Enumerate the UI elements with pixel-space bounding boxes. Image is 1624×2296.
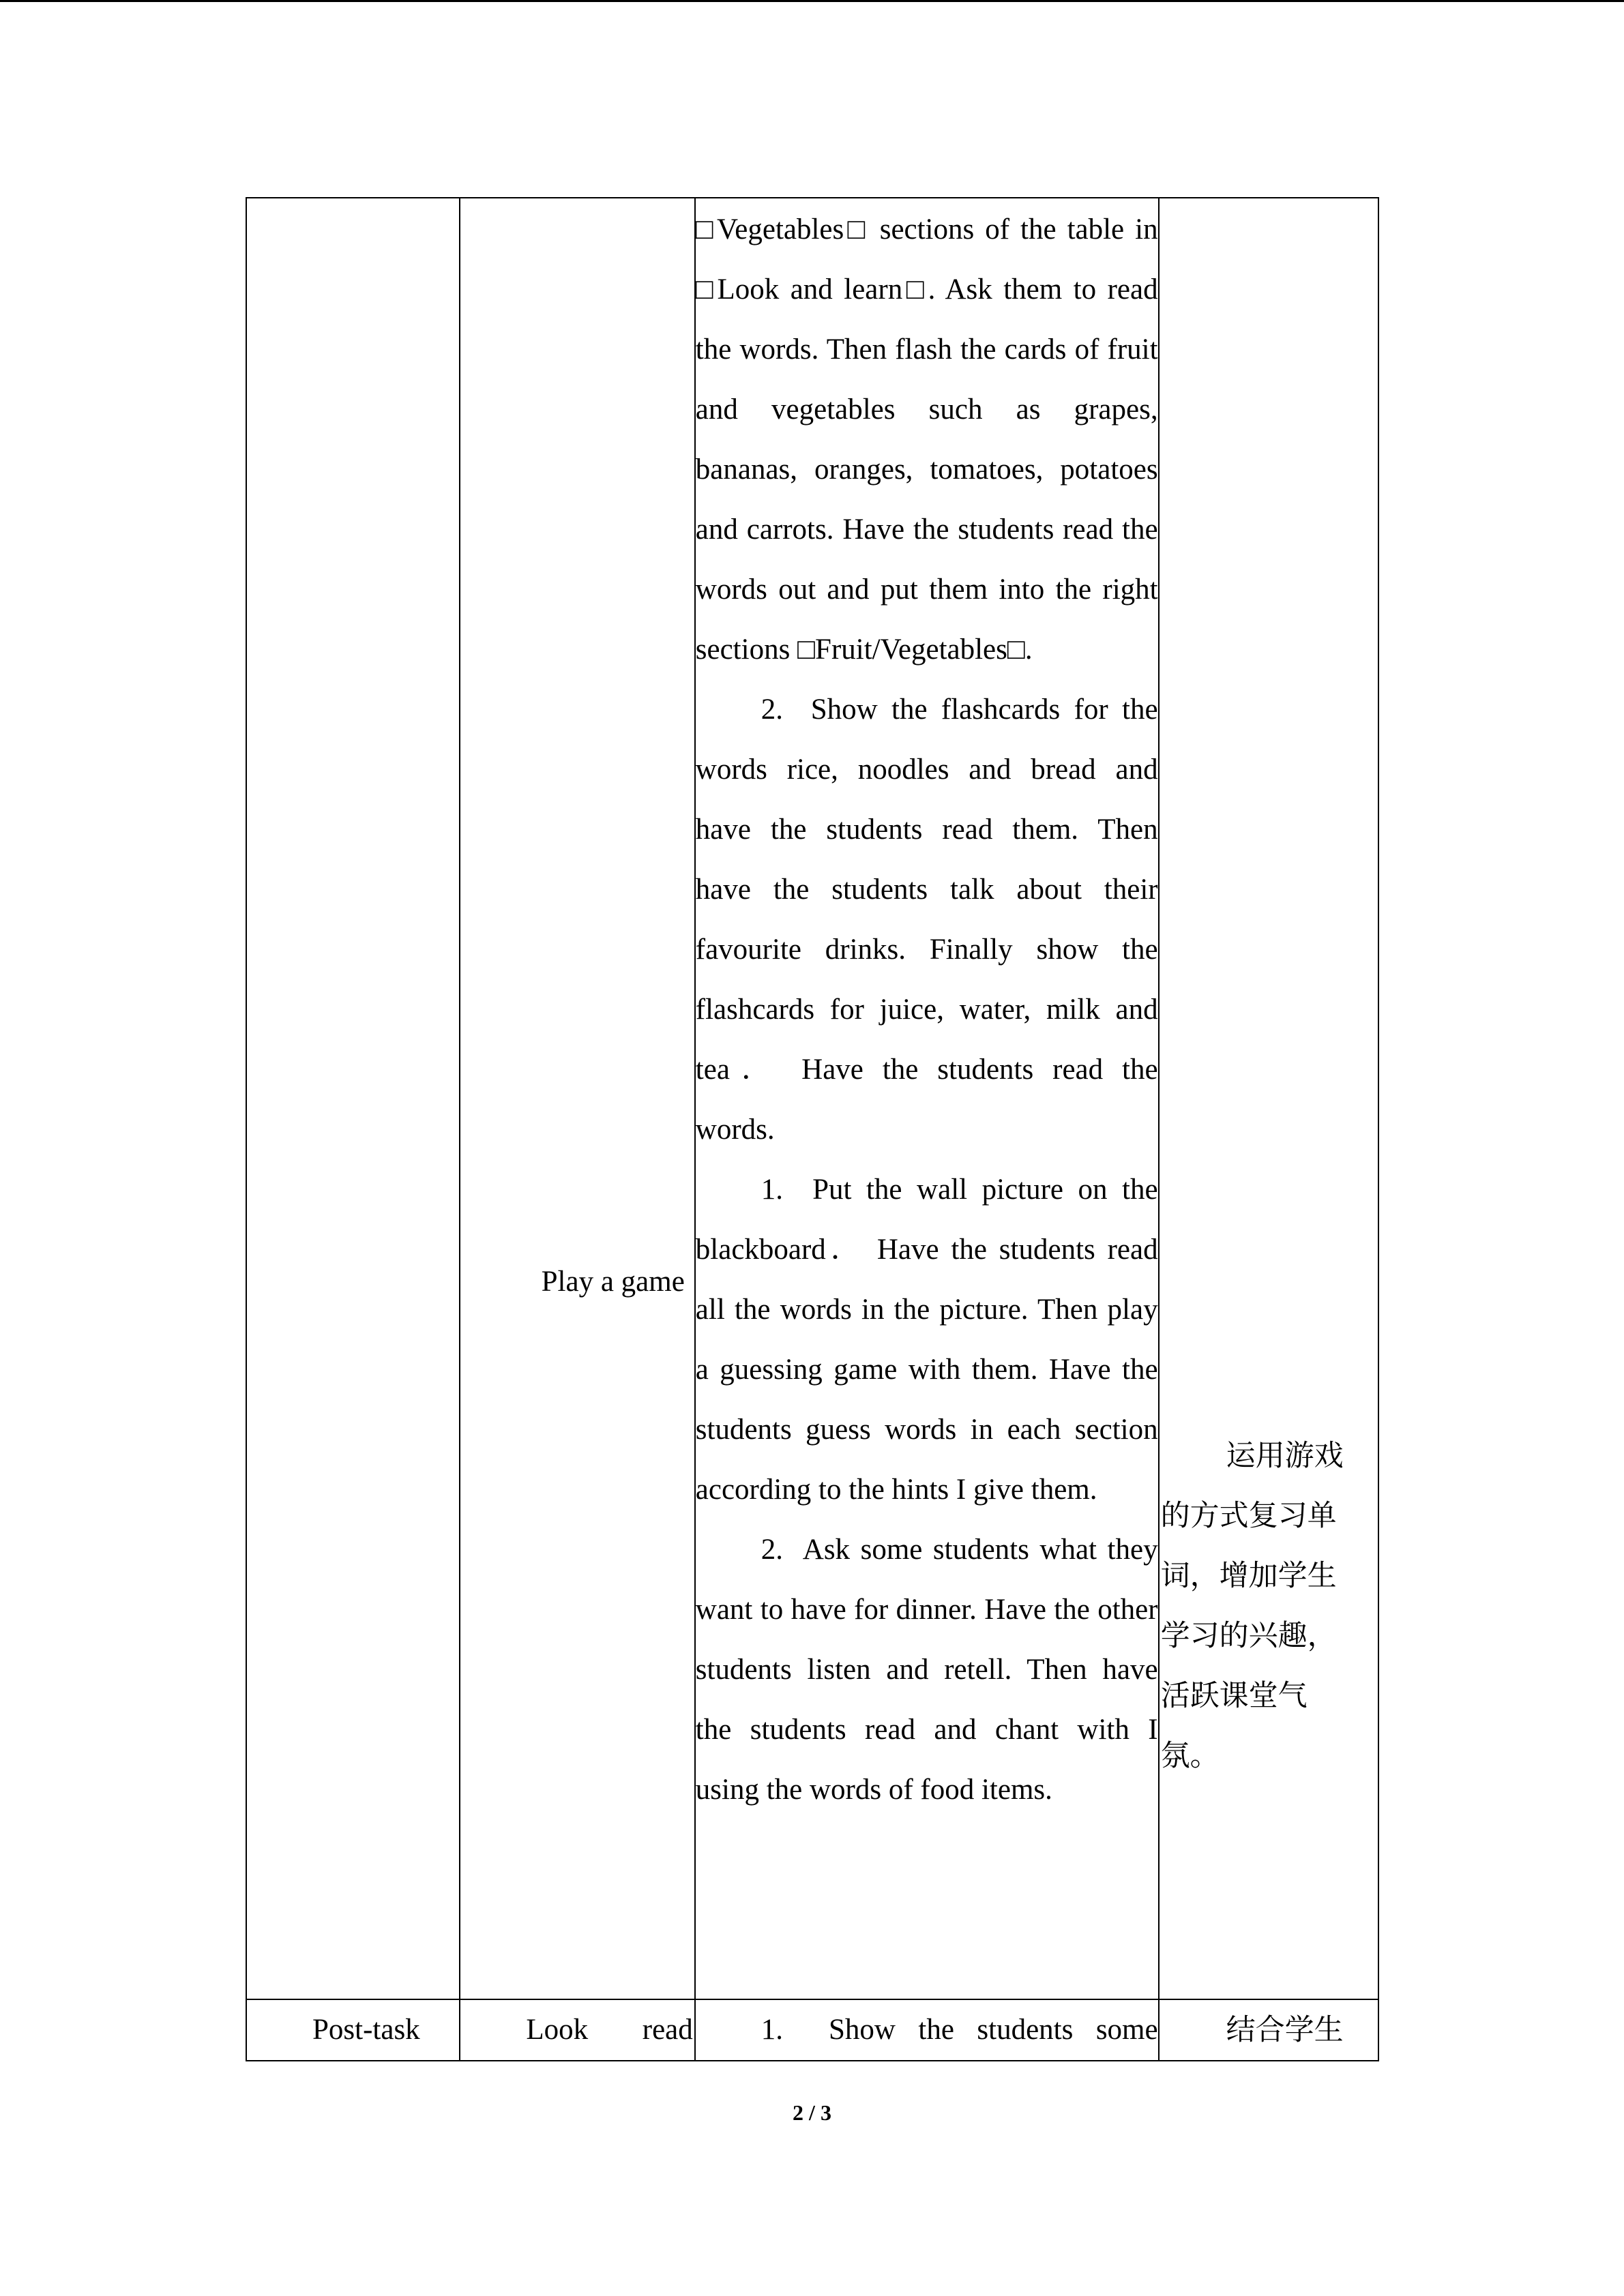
procedure-paragraph: 2. Ask some students what they want to have for dinner. Have the other students listen and retell. Then have the students read and chant with I using the words of food items. [695,1534,1158,1806]
table-row [246,198,1378,1999]
purpose-text: 运用游戏的方式复习单词，增加学生学习的兴趣，活跃课堂气氛。 [1160,1439,1344,1773]
procedure-paragraph: 1. Put the wall picture on the blackboard． Have the students read all the words in the picture. Then play a guessing game with them. Have the students guess words in each section according to the hints I give them. [695,1174,1158,1506]
table-row [246,1999,1378,2061]
page-number: 2 / 3 [793,2100,831,2125]
page-top-rule [0,0,1624,2]
procedure-paragraph: □Vegetables□ sections of the table in □Look and learn□. Ask them to read the words. Then flash the cards of fruit and vegetables such as grapes, bananas, oranges, tomatoes, potatoes and carrots. Have the students read the words out and put them into the right sections □Fruit/Vegetables□. [695,213,1158,666]
stage-cell [246,198,460,1999]
procedure-cell [695,1999,1159,2061]
procedure-paragraph: 1. Show the students some [761,2014,1158,2046]
procedure-paragraph: 2. Show the flashcards for the words rice, noodles and bread and have the students read them. Then have the students talk about their favourite drinks. Finally show the flashcards for juice, water, milk and tea． Have the students read the words. [695,694,1158,1146]
purpose-text: 结合学生 [1226,2013,1344,2047]
activity-cell [460,1999,694,2061]
purpose-cell [1159,1999,1378,2061]
procedure-cell [695,198,1159,1999]
activity-label: read [642,2014,693,2046]
stage-label: Post-task [312,2014,420,2046]
activity-cell [460,198,694,1999]
stage-cell [246,1999,460,2061]
purpose-cell [1159,198,1378,1999]
activity-label: Play a game [541,1266,685,1298]
lesson-plan-table [246,197,1379,2061]
activity-label: Look [526,2014,589,2046]
